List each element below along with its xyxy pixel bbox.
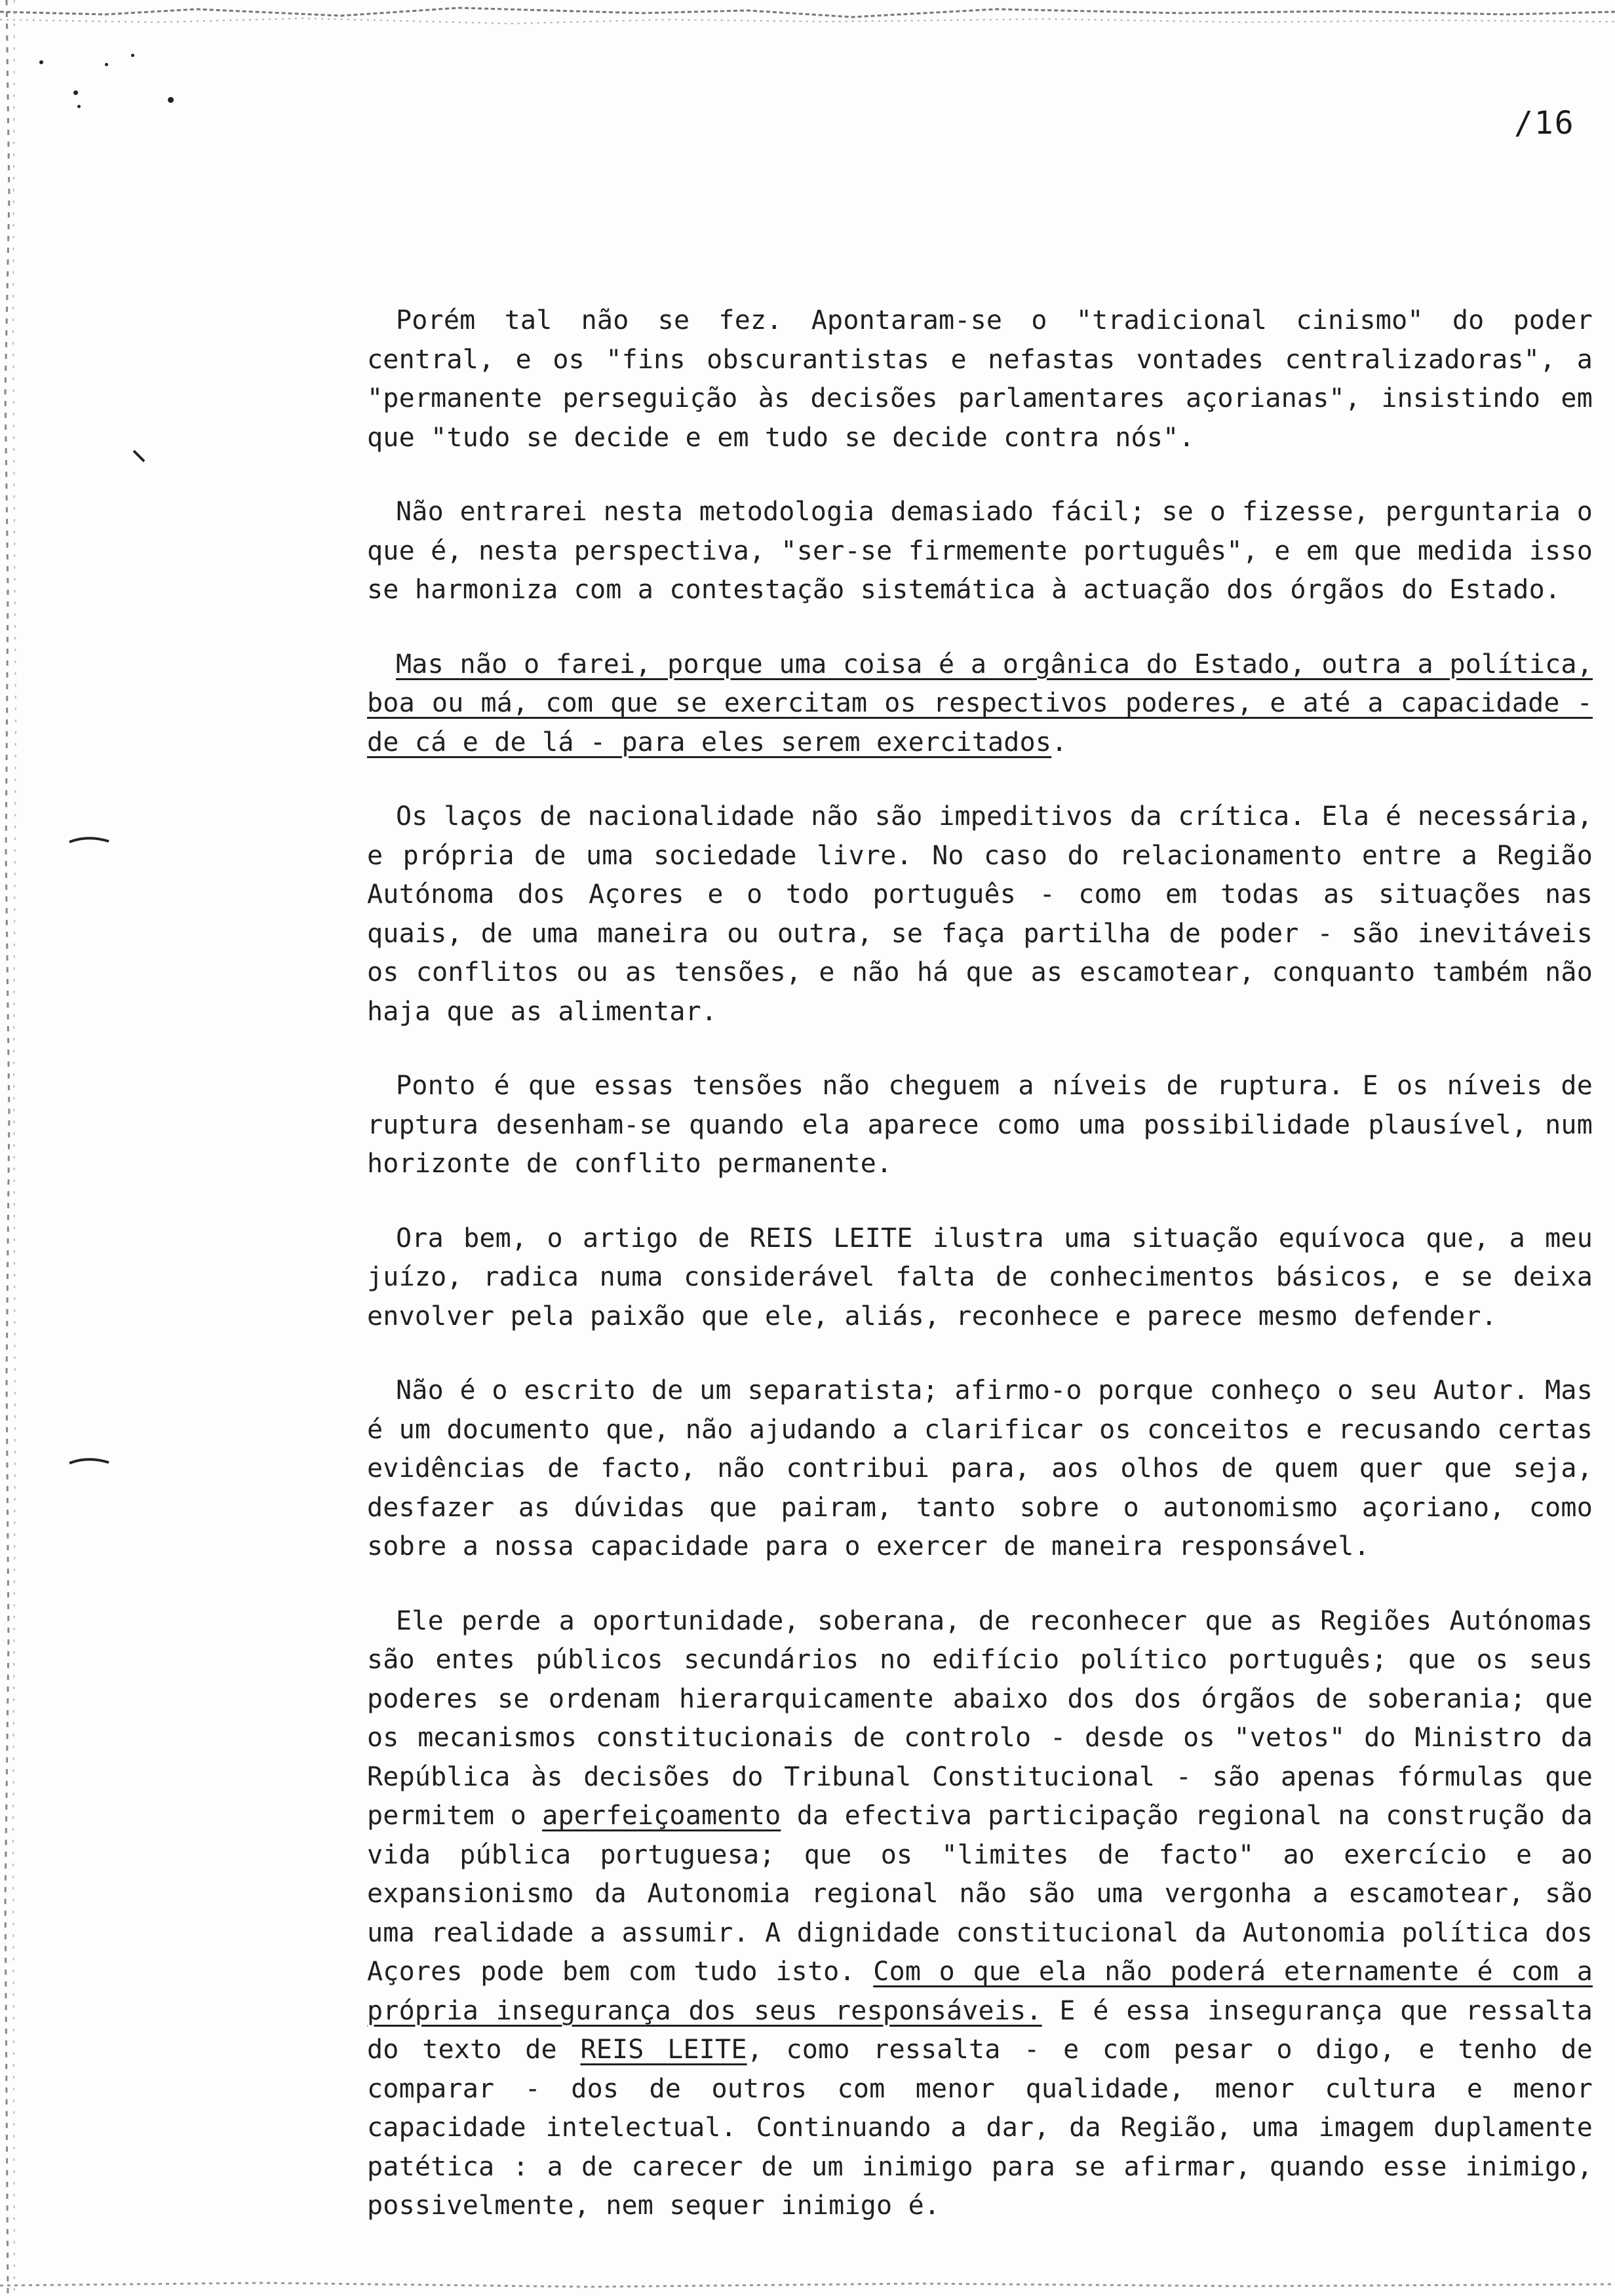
paragraph-text: Não é o escrito de um separatista; afirmo-o porque conheço o seu Autor. Mas é um documento que, não ajudando a clarificar os conceitos e recusando certas evidências de facto, não contribui para, aos olhos de quem quer que seja, desfazer as dúvidas que pairam, tanto sobre o autonomismo açoriano, como sobre a nossa capacidade para o exercer de maneira responsável.: [367, 1375, 1593, 1561]
scan-edge-bottom: [0, 2270, 1615, 2296]
scan-edge-top: [0, 0, 1615, 39]
scan-edge-left: [0, 0, 26, 2296]
paragraph: [367, 1602, 1593, 2226]
underlined-text: aperfeiçoamento: [542, 1801, 781, 1831]
paragraph: [367, 1067, 1593, 1184]
paragraph-text: , como ressalta - e com pesar o digo, e tenho de comparar - dos de outros com menor qualidade, menor cultura e menor capacidade intelectual. Continuando a dar, da Região, uma imagem duplamente patética : a de carecer de um inimigo para se afirmar, quando esse inimigo, possivelmente, nem sequer inimigo é.: [367, 2035, 1593, 2221]
scan-speck: [168, 97, 174, 103]
paragraph-text: Os laços de nacionalidade não são impeditivos da crítica. Ela é necessária, e própria de uma sociedade livre. No caso do relacionamento entre a Região Autónoma dos Açores e o todo português - como em todas as situações nas quais, de uma maneira ou outra, se faça partilha de poder - são inevitáveis os conflitos ou as tensões, e não há que as escamotear, conquanto também não haja que as alimentar.: [367, 801, 1593, 1027]
paragraph-text: da efectiva participação regional na construção da vida pública portuguesa; que os "limites de facto" ao exercício e ao expansionismo da Autonomia regional não são uma vergonha a escamotear, são uma realidade a assumir. A dignidade constitucional da Autonomia política dos Açores pode bem com tudo isto.: [367, 1801, 1593, 1987]
paragraph-text: Ponto é que essas tensões não cheguem a níveis de ruptura. E os níveis de ruptura desenham-se quando ela aparece como uma possibilidade plausível, num horizonte de conflito permanente.: [367, 1071, 1593, 1179]
scan-speck: [77, 105, 81, 108]
scan-speck: [39, 60, 43, 64]
paragraph-text: Não entrarei nesta metodologia demasiado fácil; se o fizesse, perguntaria o que é, nesta perspectiva, "ser-se firmemente português", e em que medida isso se harmoniza com a contestação sistemática à actuação dos órgãos do Estado.: [367, 497, 1593, 605]
scan-speck: [131, 54, 134, 57]
body-text: [367, 301, 1593, 2261]
paragraph: [367, 493, 1593, 610]
paragraph: [367, 1219, 1593, 1337]
paragraph: [367, 645, 1593, 763]
margin-mark: [68, 835, 110, 844]
scan-speck: [105, 63, 108, 66]
page-number: /16: [1514, 105, 1575, 142]
paragraph-text: Ele perde a oportunidade, soberana, de reconhecer que as Regiões Autónomas são entes públicos secundários no edifício político português; que os seus poderes se ordenam hierarquicamente abaixo dos dos órgãos de soberania; que os mecanismos constitucionais de controlo - desde os "vetos" do Ministro da República às decisões do Tribunal Constitucional - são apenas fórmulas que permitem o: [367, 1605, 1593, 1831]
scan-speck: [73, 90, 78, 95]
underlined-text: Com o que ela não poderá eternamente é com a própria insegurança dos seus responsáveis.: [367, 1957, 1593, 2026]
paragraph-text: Ora bem, o artigo de REIS LEITE ilustra uma situação equívoca que, a meu juízo, radica numa considerável falta de conhecimentos básicos, e se deixa envolver pela paixão que ele, aliás, reconhece e parece mesmo defender.: [367, 1223, 1593, 1331]
paragraph: [367, 301, 1593, 457]
paragraph-text: Porém tal não se fez. Apontaram-se o "tradicional cinismo" do poder central, e os "fins obscurantistas e nefastas vontades centralizadoras", a "permanente perseguição às decisões parlamentares açorianas", insistindo em que "tudo se decide e em tudo se decide contra nós".: [367, 305, 1593, 453]
margin-mark: [68, 1456, 110, 1465]
underlined-text: REIS LEITE: [580, 2035, 747, 2065]
paragraph-text: E é essa insegurança que ressalta do texto de: [367, 1995, 1593, 2065]
paragraph: [367, 1371, 1593, 1567]
paragraph: [367, 797, 1593, 1031]
paragraph-text: .: [1051, 727, 1068, 757]
margin-mark: [131, 448, 151, 468]
underlined-text: Mas não o farei, porque uma coisa é a orgânica do Estado, outra a política, boa ou má, com que se exercitam os respectivos poderes, e até a capacidade - de cá e de lá - para eles serem exercitados: [367, 649, 1593, 757]
